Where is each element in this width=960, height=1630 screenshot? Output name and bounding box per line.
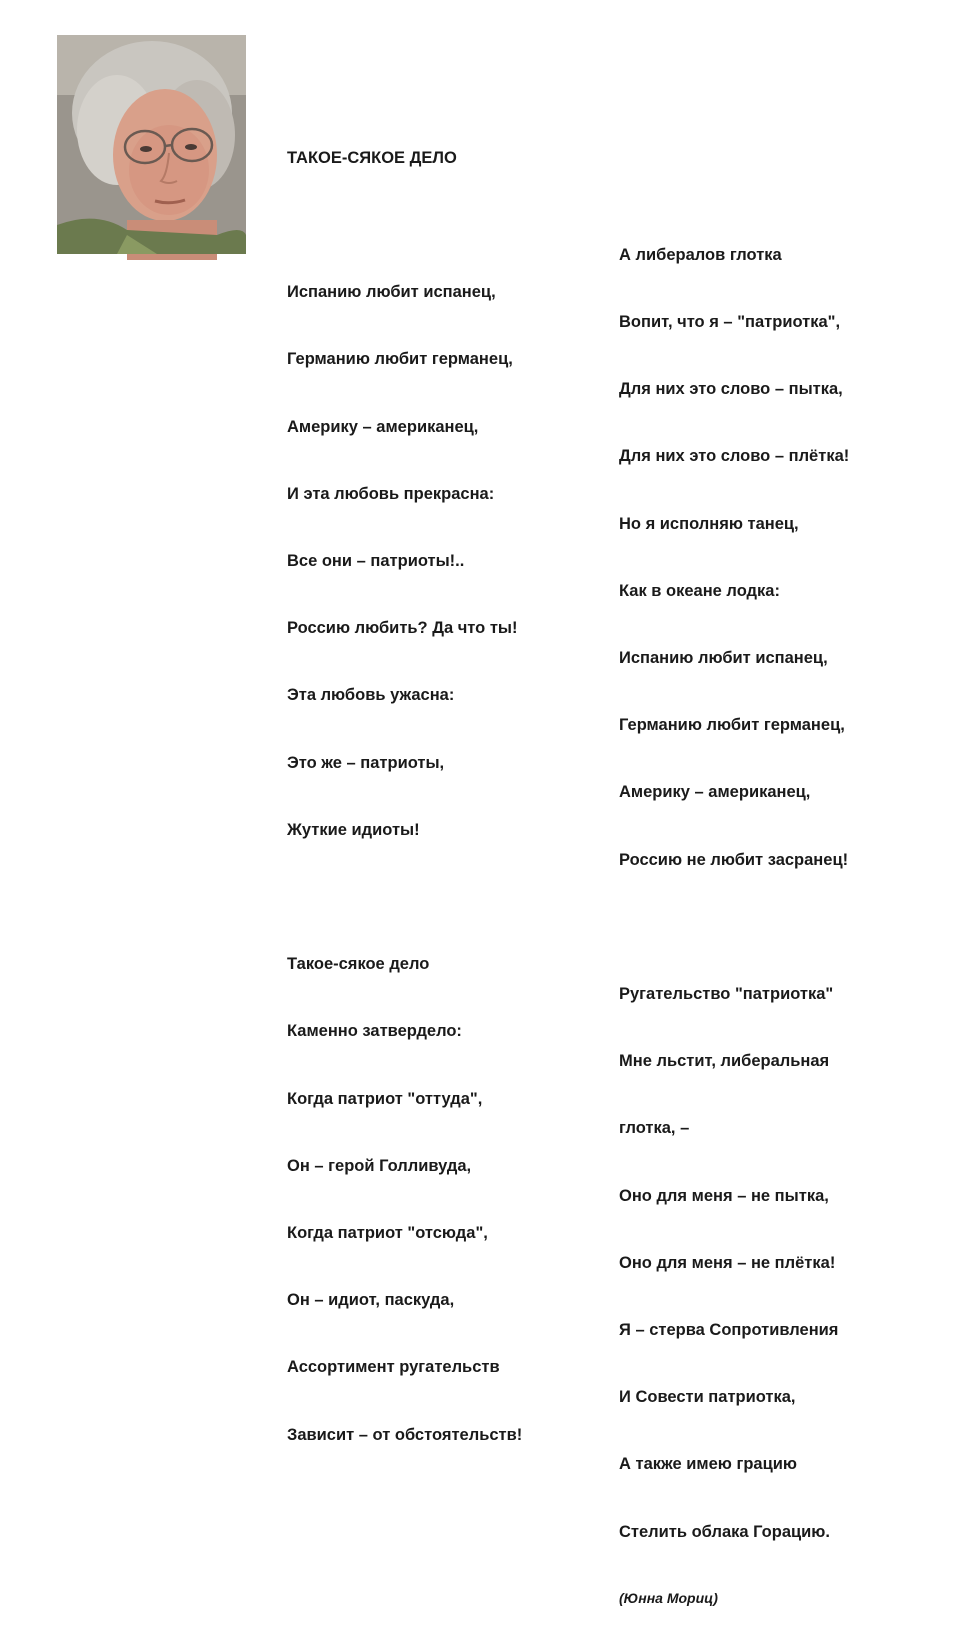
poem-line: глотка, – <box>619 1119 690 1138</box>
poem-left-column <box>287 102 522 1468</box>
poem-line: Россию не любит засранец! <box>619 850 849 869</box>
poem-line: Ругательство "патриотка" <box>619 985 834 1004</box>
poem-line: Россию любить? Да что ты! <box>287 619 518 638</box>
poem-line: Как в океане лодка: <box>619 581 780 600</box>
poem-line: Германию любит германец, <box>619 716 845 735</box>
poem-line: Он – идиот, паскуда, <box>287 1291 455 1310</box>
stanza-gap <box>287 214 522 236</box>
poem-line: Зависит – от обстоятельств! <box>287 1425 523 1444</box>
poem-line: Это же – патриоты, <box>287 753 445 772</box>
poem-line: Оно для меня – не плётка! <box>619 1253 836 1272</box>
poem-line: Мне льстит, либеральная <box>619 1052 830 1071</box>
poem-line: Но я исполняю танец, <box>619 514 799 533</box>
poem-line: А либералов глотка <box>619 245 782 264</box>
poem-line: Эта любовь ужасна: <box>287 686 455 705</box>
poem-line: Для них это слово – плётка! <box>619 447 850 466</box>
poem-line: Германию любит германец, <box>287 350 513 369</box>
poem-line: Оно для меня – не пытка, <box>619 1186 829 1205</box>
poem-title: ТАКОЕ-СЯКОЕ ДЕЛО <box>287 148 457 167</box>
poem-line: Для них это слово – пытка, <box>619 380 843 399</box>
poem-line: Каменно затвердело: <box>287 1022 462 1041</box>
poem-line: Когда патриот "отсюда", <box>287 1224 488 1243</box>
poem-line: Все они – патриоты!.. <box>287 552 465 571</box>
poem-line: Он – герой Голливуда, <box>287 1156 472 1175</box>
poem-line: Испанию любит испанец, <box>619 649 828 668</box>
poem-line: Жуткие идиоты! <box>287 820 420 839</box>
poem-line: Вопит, что я – "патриотка", <box>619 313 841 332</box>
portrait-photo <box>57 35 246 254</box>
stanza-gap <box>287 886 522 908</box>
poem-line: Америку – американец, <box>619 783 811 802</box>
poem-line: Америку – американец, <box>287 417 479 436</box>
poem-line: И Совести патриотка, <box>619 1388 796 1407</box>
author-portrait <box>57 35 246 254</box>
poem-line: А также имею грацию <box>619 1455 797 1474</box>
poem-line: Ассортимент ругательств <box>287 1358 500 1377</box>
poem-right-column <box>619 199 849 1630</box>
poem-line: Когда патриот "оттуда", <box>287 1089 483 1108</box>
poem-line: И эта любовь прекрасна: <box>287 484 495 503</box>
poem-author: (Юнна Мориц) <box>619 1589 718 1606</box>
stanza-gap <box>619 916 849 938</box>
poem-line: Стелить облака Горацию. <box>619 1522 830 1541</box>
poem-line: Я – стерва Сопротивления <box>619 1321 839 1340</box>
poem-line: Испанию любит испанец, <box>287 283 496 302</box>
poem-line: Такое-сякое дело <box>287 955 430 974</box>
